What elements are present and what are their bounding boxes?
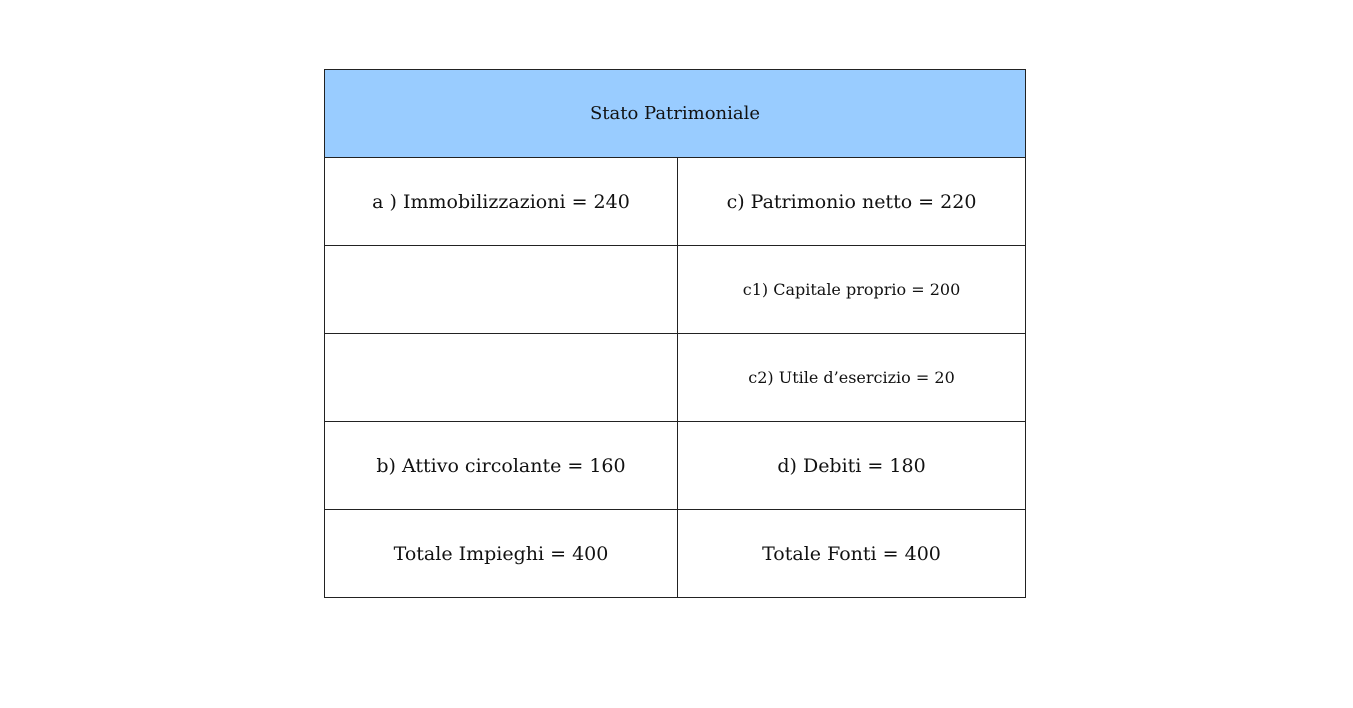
cell-empty	[325, 246, 678, 334]
table-row	[325, 158, 1026, 246]
cell-immobilizzazioni: a ) Immobilizzazioni = 240	[325, 158, 678, 246]
cell-debiti: d) Debiti = 180	[678, 422, 1026, 510]
balance-sheet-table	[324, 69, 1026, 598]
table-row	[325, 334, 1026, 422]
cell-utile-esercizio: c2) Utile d’esercizio = 20	[678, 334, 1026, 422]
cell-totale-fonti: Totale Fonti = 400	[678, 510, 1026, 598]
cell-totale-impieghi: Totale Impieghi = 400	[325, 510, 678, 598]
cell-empty	[325, 334, 678, 422]
table-header-row	[325, 70, 1026, 158]
table-total-row	[325, 510, 1026, 598]
table-title: Stato Patrimoniale	[325, 70, 1026, 158]
cell-attivo-circolante: b) Attivo circolante = 160	[325, 422, 678, 510]
table-row	[325, 422, 1026, 510]
table-row	[325, 246, 1026, 334]
cell-patrimonio-netto: c) Patrimonio netto = 220	[678, 158, 1026, 246]
cell-capitale-proprio: c1) Capitale proprio = 200	[678, 246, 1026, 334]
